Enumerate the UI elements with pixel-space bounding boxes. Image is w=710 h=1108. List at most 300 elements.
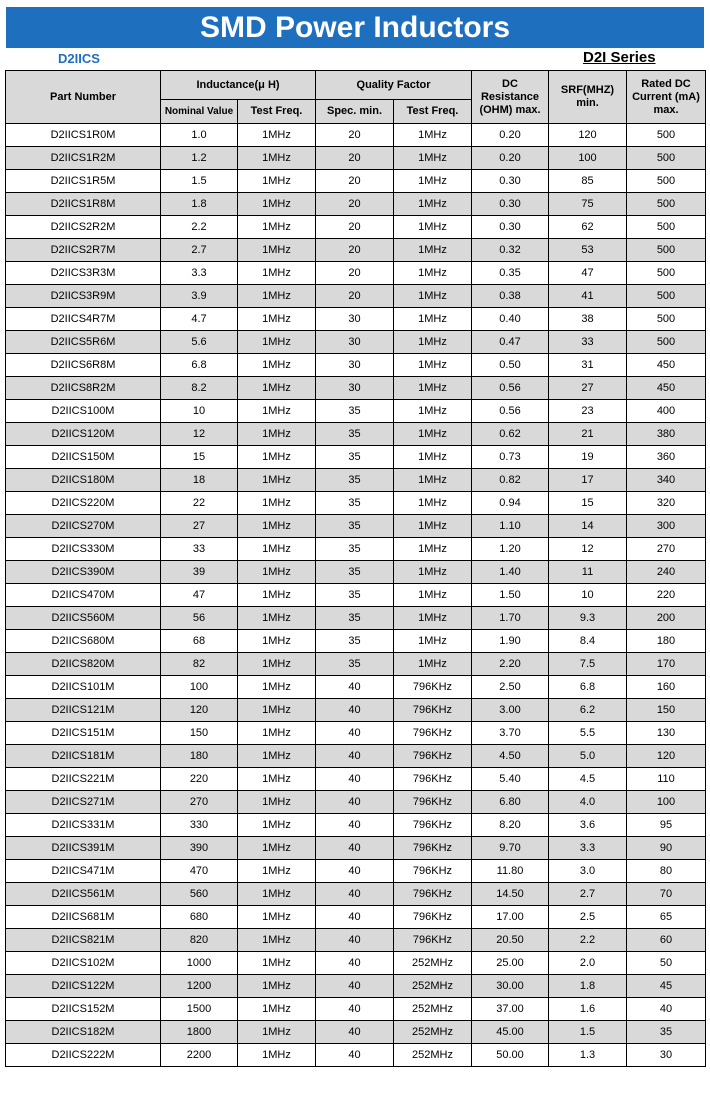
table-row — [6, 768, 706, 791]
srf-cell: 7.5 — [549, 653, 627, 676]
nominal-value-cell: 150 — [161, 722, 238, 745]
table-row — [6, 584, 706, 607]
rated-current-cell: 70 — [627, 883, 706, 906]
srf-cell: 19 — [549, 446, 627, 469]
part-number-cell: D2IICS330M — [6, 538, 161, 561]
nominal-value-cell: 2.2 — [161, 216, 238, 239]
part-number-cell: D2IICS8R2M — [6, 377, 161, 400]
nominal-value-cell: 15 — [161, 446, 238, 469]
q-test-freq-cell: 1MHz — [394, 331, 472, 354]
nominal-value-cell: 470 — [161, 860, 238, 883]
srf-cell: 1.3 — [549, 1044, 627, 1067]
rated-current-cell: 150 — [627, 699, 706, 722]
srf-cell: 4.0 — [549, 791, 627, 814]
dc-resistance-cell: 0.56 — [472, 377, 549, 400]
test-freq-cell: 1MHz — [238, 745, 316, 768]
page-title: SMD Power Inductors — [6, 7, 704, 48]
srf-cell: 85 — [549, 170, 627, 193]
part-number-cell: D2IICS220M — [6, 492, 161, 515]
spec-min-cell: 40 — [316, 1044, 394, 1067]
table-row — [6, 469, 706, 492]
srf-cell: 2.2 — [549, 929, 627, 952]
test-freq-cell: 1MHz — [238, 262, 316, 285]
srf-cell: 53 — [549, 239, 627, 262]
srf-cell: 9.3 — [549, 607, 627, 630]
table-row — [6, 423, 706, 446]
part-number-cell: D2IICS122M — [6, 975, 161, 998]
dc-resistance-cell: 0.35 — [472, 262, 549, 285]
spec-min-cell: 40 — [316, 814, 394, 837]
part-number-cell: D2IICS121M — [6, 699, 161, 722]
srf-cell: 47 — [549, 262, 627, 285]
nominal-value-cell: 220 — [161, 768, 238, 791]
spec-min-cell: 35 — [316, 400, 394, 423]
srf-cell: 1.8 — [549, 975, 627, 998]
table-row — [6, 400, 706, 423]
dc-resistance-cell: 0.82 — [472, 469, 549, 492]
test-freq-cell: 1MHz — [238, 722, 316, 745]
table-row — [6, 860, 706, 883]
nominal-value-cell: 10 — [161, 400, 238, 423]
header-rated-current: Rated DC Current (mA) max. — [627, 71, 706, 124]
dc-resistance-cell: 20.50 — [472, 929, 549, 952]
rated-current-cell: 45 — [627, 975, 706, 998]
srf-cell: 5.0 — [549, 745, 627, 768]
rated-current-cell: 500 — [627, 124, 706, 147]
rated-current-cell: 90 — [627, 837, 706, 860]
spec-min-cell: 35 — [316, 653, 394, 676]
test-freq-cell: 1MHz — [238, 239, 316, 262]
q-test-freq-cell: 1MHz — [394, 515, 472, 538]
q-test-freq-cell: 252MHz — [394, 998, 472, 1021]
header-nominal-value: Nominal Value — [161, 100, 238, 124]
test-freq-cell: 1MHz — [238, 814, 316, 837]
rated-current-cell: 40 — [627, 998, 706, 1021]
dc-resistance-cell: 45.00 — [472, 1021, 549, 1044]
test-freq-cell: 1MHz — [238, 952, 316, 975]
part-number-cell: D2IICS1R0M — [6, 124, 161, 147]
table-row — [6, 193, 706, 216]
table-row — [6, 653, 706, 676]
dc-resistance-cell: 0.56 — [472, 400, 549, 423]
test-freq-cell: 1MHz — [238, 377, 316, 400]
srf-cell: 23 — [549, 400, 627, 423]
rated-current-cell: 180 — [627, 630, 706, 653]
srf-cell: 8.4 — [549, 630, 627, 653]
dc-resistance-cell: 1.90 — [472, 630, 549, 653]
srf-cell: 6.2 — [549, 699, 627, 722]
spec-min-cell: 20 — [316, 170, 394, 193]
part-number-cell: D2IICS391M — [6, 837, 161, 860]
dc-resistance-cell: 17.00 — [472, 906, 549, 929]
spec-min-cell: 40 — [316, 768, 394, 791]
rated-current-cell: 130 — [627, 722, 706, 745]
spec-min-cell: 40 — [316, 883, 394, 906]
dc-resistance-cell: 2.20 — [472, 653, 549, 676]
nominal-value-cell: 680 — [161, 906, 238, 929]
table-row — [6, 239, 706, 262]
rated-current-cell: 500 — [627, 216, 706, 239]
header-test-freq: Test Freq. — [238, 100, 316, 124]
table-row — [6, 308, 706, 331]
part-number-cell: D2IICS5R6M — [6, 331, 161, 354]
test-freq-cell: 1MHz — [238, 216, 316, 239]
spec-min-cell: 40 — [316, 722, 394, 745]
spec-min-cell: 35 — [316, 561, 394, 584]
spec-min-cell: 40 — [316, 1021, 394, 1044]
test-freq-cell: 1MHz — [238, 837, 316, 860]
spec-min-cell: 20 — [316, 193, 394, 216]
q-test-freq-cell: 796KHz — [394, 883, 472, 906]
part-number-cell: D2IICS680M — [6, 630, 161, 653]
spec-min-cell: 30 — [316, 377, 394, 400]
nominal-value-cell: 27 — [161, 515, 238, 538]
dc-resistance-cell: 11.80 — [472, 860, 549, 883]
part-number-cell: D2IICS470M — [6, 584, 161, 607]
q-test-freq-cell: 796KHz — [394, 837, 472, 860]
nominal-value-cell: 3.9 — [161, 285, 238, 308]
dc-resistance-cell: 37.00 — [472, 998, 549, 1021]
rated-current-cell: 270 — [627, 538, 706, 561]
rated-current-cell: 400 — [627, 400, 706, 423]
srf-cell: 6.8 — [549, 676, 627, 699]
rated-current-cell: 220 — [627, 584, 706, 607]
srf-cell: 2.0 — [549, 952, 627, 975]
nominal-value-cell: 68 — [161, 630, 238, 653]
test-freq-cell: 1MHz — [238, 791, 316, 814]
q-test-freq-cell: 252MHz — [394, 975, 472, 998]
rated-current-cell: 95 — [627, 814, 706, 837]
srf-cell: 17 — [549, 469, 627, 492]
q-test-freq-cell: 1MHz — [394, 446, 472, 469]
nominal-value-cell: 4.7 — [161, 308, 238, 331]
series-label: D2I Series — [583, 49, 656, 66]
table-row — [6, 952, 706, 975]
test-freq-cell: 1MHz — [238, 975, 316, 998]
nominal-value-cell: 5.6 — [161, 331, 238, 354]
part-number-cell: D2IICS560M — [6, 607, 161, 630]
table-row — [6, 791, 706, 814]
nominal-value-cell: 120 — [161, 699, 238, 722]
test-freq-cell: 1MHz — [238, 883, 316, 906]
dc-resistance-cell: 14.50 — [472, 883, 549, 906]
table-row — [6, 124, 706, 147]
part-number-cell: D2IICS390M — [6, 561, 161, 584]
test-freq-cell: 1MHz — [238, 469, 316, 492]
nominal-value-cell: 330 — [161, 814, 238, 837]
rated-current-cell: 450 — [627, 354, 706, 377]
header-spec-min: Spec. min. — [316, 100, 394, 124]
nominal-value-cell: 82 — [161, 653, 238, 676]
nominal-value-cell: 6.8 — [161, 354, 238, 377]
table-row — [6, 285, 706, 308]
dc-resistance-cell: 5.40 — [472, 768, 549, 791]
q-test-freq-cell: 1MHz — [394, 308, 472, 331]
rated-current-cell: 500 — [627, 193, 706, 216]
q-test-freq-cell: 1MHz — [394, 538, 472, 561]
rated-current-cell: 500 — [627, 239, 706, 262]
dc-resistance-cell: 30.00 — [472, 975, 549, 998]
dc-resistance-cell: 0.20 — [472, 124, 549, 147]
dc-resistance-cell: 0.30 — [472, 193, 549, 216]
nominal-value-cell: 180 — [161, 745, 238, 768]
rated-current-cell: 500 — [627, 331, 706, 354]
nominal-value-cell: 1200 — [161, 975, 238, 998]
part-number-cell: D2IICS2R2M — [6, 216, 161, 239]
header-dc-resistance: DC Resistance (OHM) max. — [472, 71, 549, 124]
test-freq-cell: 1MHz — [238, 331, 316, 354]
nominal-value-cell: 56 — [161, 607, 238, 630]
table-row — [6, 676, 706, 699]
nominal-value-cell: 8.2 — [161, 377, 238, 400]
table-row — [6, 975, 706, 998]
dc-resistance-cell: 8.20 — [472, 814, 549, 837]
q-test-freq-cell: 796KHz — [394, 768, 472, 791]
test-freq-cell: 1MHz — [238, 446, 316, 469]
srf-cell: 2.7 — [549, 883, 627, 906]
part-number-cell: D2IICS1R2M — [6, 147, 161, 170]
nominal-value-cell: 820 — [161, 929, 238, 952]
test-freq-cell: 1MHz — [238, 538, 316, 561]
spec-min-cell: 35 — [316, 423, 394, 446]
q-test-freq-cell: 796KHz — [394, 860, 472, 883]
q-test-freq-cell: 252MHz — [394, 1044, 472, 1067]
dc-resistance-cell: 50.00 — [472, 1044, 549, 1067]
srf-cell: 62 — [549, 216, 627, 239]
dc-resistance-cell: 0.73 — [472, 446, 549, 469]
dc-resistance-cell: 0.62 — [472, 423, 549, 446]
part-number-cell: D2IICS120M — [6, 423, 161, 446]
rated-current-cell: 160 — [627, 676, 706, 699]
spec-min-cell: 40 — [316, 676, 394, 699]
table-row — [6, 377, 706, 400]
test-freq-cell: 1MHz — [238, 124, 316, 147]
table-row — [6, 216, 706, 239]
part-number-cell: D2IICS1R5M — [6, 170, 161, 193]
part-number-cell: D2IICS151M — [6, 722, 161, 745]
part-number-cell: D2IICS101M — [6, 676, 161, 699]
test-freq-cell: 1MHz — [238, 929, 316, 952]
q-test-freq-cell: 1MHz — [394, 423, 472, 446]
dc-resistance-cell: 4.50 — [472, 745, 549, 768]
spec-min-cell: 35 — [316, 446, 394, 469]
part-number-cell: D2IICS222M — [6, 1044, 161, 1067]
rated-current-cell: 240 — [627, 561, 706, 584]
spec-min-cell: 40 — [316, 791, 394, 814]
q-test-freq-cell: 1MHz — [394, 400, 472, 423]
table-row — [6, 630, 706, 653]
rated-current-cell: 380 — [627, 423, 706, 446]
nominal-value-cell: 1000 — [161, 952, 238, 975]
srf-cell: 1.6 — [549, 998, 627, 1021]
srf-cell: 100 — [549, 147, 627, 170]
q-test-freq-cell: 1MHz — [394, 607, 472, 630]
spec-min-cell: 40 — [316, 860, 394, 883]
spec-min-cell: 35 — [316, 538, 394, 561]
q-test-freq-cell: 1MHz — [394, 285, 472, 308]
test-freq-cell: 1MHz — [238, 285, 316, 308]
rated-current-cell: 320 — [627, 492, 706, 515]
dc-resistance-cell: 2.50 — [472, 676, 549, 699]
rated-current-cell: 110 — [627, 768, 706, 791]
rated-current-cell: 500 — [627, 308, 706, 331]
spec-min-cell: 40 — [316, 952, 394, 975]
test-freq-cell: 1MHz — [238, 515, 316, 538]
nominal-value-cell: 1.0 — [161, 124, 238, 147]
table-row — [6, 492, 706, 515]
table-row — [6, 1044, 706, 1067]
srf-cell: 12 — [549, 538, 627, 561]
spec-min-cell: 30 — [316, 331, 394, 354]
srf-cell: 27 — [549, 377, 627, 400]
rated-current-cell: 60 — [627, 929, 706, 952]
nominal-value-cell: 3.3 — [161, 262, 238, 285]
dc-resistance-cell: 0.40 — [472, 308, 549, 331]
q-test-freq-cell: 796KHz — [394, 906, 472, 929]
q-test-freq-cell: 1MHz — [394, 630, 472, 653]
model-label: D2IICS — [58, 51, 100, 66]
part-number-cell: D2IICS181M — [6, 745, 161, 768]
part-number-cell: D2IICS331M — [6, 814, 161, 837]
dc-resistance-cell: 0.47 — [472, 331, 549, 354]
spec-min-cell: 20 — [316, 147, 394, 170]
test-freq-cell: 1MHz — [238, 423, 316, 446]
srf-cell: 3.6 — [549, 814, 627, 837]
srf-cell: 10 — [549, 584, 627, 607]
spec-min-cell: 20 — [316, 239, 394, 262]
spec-min-cell: 20 — [316, 262, 394, 285]
srf-cell: 5.5 — [549, 722, 627, 745]
rated-current-cell: 35 — [627, 1021, 706, 1044]
q-test-freq-cell: 796KHz — [394, 722, 472, 745]
test-freq-cell: 1MHz — [238, 699, 316, 722]
srf-cell: 11 — [549, 561, 627, 584]
spec-table — [5, 70, 706, 1067]
srf-cell: 1.5 — [549, 1021, 627, 1044]
q-test-freq-cell: 796KHz — [394, 699, 472, 722]
table-row — [6, 745, 706, 768]
nominal-value-cell: 1500 — [161, 998, 238, 1021]
part-number-cell: D2IICS152M — [6, 998, 161, 1021]
rated-current-cell: 30 — [627, 1044, 706, 1067]
table-body — [6, 124, 706, 1067]
rated-current-cell: 500 — [627, 262, 706, 285]
dc-resistance-cell: 1.70 — [472, 607, 549, 630]
nominal-value-cell: 12 — [161, 423, 238, 446]
q-test-freq-cell: 1MHz — [394, 653, 472, 676]
q-test-freq-cell: 252MHz — [394, 952, 472, 975]
q-test-freq-cell: 1MHz — [394, 239, 472, 262]
nominal-value-cell: 560 — [161, 883, 238, 906]
nominal-value-cell: 1800 — [161, 1021, 238, 1044]
part-number-cell: D2IICS182M — [6, 1021, 161, 1044]
spec-min-cell: 35 — [316, 584, 394, 607]
table-row — [6, 883, 706, 906]
rated-current-cell: 340 — [627, 469, 706, 492]
table-row — [6, 561, 706, 584]
rated-current-cell: 80 — [627, 860, 706, 883]
q-test-freq-cell: 1MHz — [394, 193, 472, 216]
test-freq-cell: 1MHz — [238, 768, 316, 791]
test-freq-cell: 1MHz — [238, 607, 316, 630]
test-freq-cell: 1MHz — [238, 584, 316, 607]
q-test-freq-cell: 796KHz — [394, 929, 472, 952]
spec-min-cell: 20 — [316, 124, 394, 147]
part-number-cell: D2IICS100M — [6, 400, 161, 423]
dc-resistance-cell: 3.70 — [472, 722, 549, 745]
spec-min-cell: 35 — [316, 630, 394, 653]
q-test-freq-cell: 1MHz — [394, 492, 472, 515]
dc-resistance-cell: 0.94 — [472, 492, 549, 515]
table-row — [6, 837, 706, 860]
spec-min-cell: 20 — [316, 216, 394, 239]
part-number-cell: D2IICS471M — [6, 860, 161, 883]
rated-current-cell: 120 — [627, 745, 706, 768]
table-row — [6, 538, 706, 561]
nominal-value-cell: 270 — [161, 791, 238, 814]
q-test-freq-cell: 796KHz — [394, 791, 472, 814]
srf-cell: 21 — [549, 423, 627, 446]
spec-min-cell: 40 — [316, 929, 394, 952]
part-number-cell: D2IICS4R7M — [6, 308, 161, 331]
test-freq-cell: 1MHz — [238, 308, 316, 331]
q-test-freq-cell: 252MHz — [394, 1021, 472, 1044]
table-row — [6, 607, 706, 630]
part-number-cell: D2IICS221M — [6, 768, 161, 791]
table-row — [6, 814, 706, 837]
spec-min-cell: 20 — [316, 285, 394, 308]
spec-min-cell: 30 — [316, 308, 394, 331]
dc-resistance-cell: 0.50 — [472, 354, 549, 377]
rated-current-cell: 170 — [627, 653, 706, 676]
q-test-freq-cell: 1MHz — [394, 377, 472, 400]
nominal-value-cell: 22 — [161, 492, 238, 515]
part-number-cell: D2IICS150M — [6, 446, 161, 469]
header-srf: SRF(MHZ) min. — [549, 71, 627, 124]
dc-resistance-cell: 0.30 — [472, 216, 549, 239]
dc-resistance-cell: 9.70 — [472, 837, 549, 860]
part-number-cell: D2IICS271M — [6, 791, 161, 814]
spec-min-cell: 40 — [316, 906, 394, 929]
part-number-cell: D2IICS561M — [6, 883, 161, 906]
part-number-cell: D2IICS3R9M — [6, 285, 161, 308]
table-row — [6, 446, 706, 469]
header-part-number: Part Number — [6, 71, 161, 124]
header-quality-factor: Quality Factor — [316, 71, 472, 100]
srf-cell: 2.5 — [549, 906, 627, 929]
dc-resistance-cell: 0.20 — [472, 147, 549, 170]
dc-resistance-cell: 0.38 — [472, 285, 549, 308]
dc-resistance-cell: 1.10 — [472, 515, 549, 538]
rated-current-cell: 100 — [627, 791, 706, 814]
q-test-freq-cell: 796KHz — [394, 676, 472, 699]
table-row — [6, 170, 706, 193]
nominal-value-cell: 18 — [161, 469, 238, 492]
spec-min-cell: 35 — [316, 515, 394, 538]
q-test-freq-cell: 1MHz — [394, 147, 472, 170]
nominal-value-cell: 390 — [161, 837, 238, 860]
srf-cell: 33 — [549, 331, 627, 354]
test-freq-cell: 1MHz — [238, 676, 316, 699]
table-row — [6, 998, 706, 1021]
srf-cell: 31 — [549, 354, 627, 377]
table-row — [6, 699, 706, 722]
rated-current-cell: 300 — [627, 515, 706, 538]
dc-resistance-cell: 1.40 — [472, 561, 549, 584]
srf-cell: 38 — [549, 308, 627, 331]
srf-cell: 4.5 — [549, 768, 627, 791]
q-test-freq-cell: 1MHz — [394, 170, 472, 193]
